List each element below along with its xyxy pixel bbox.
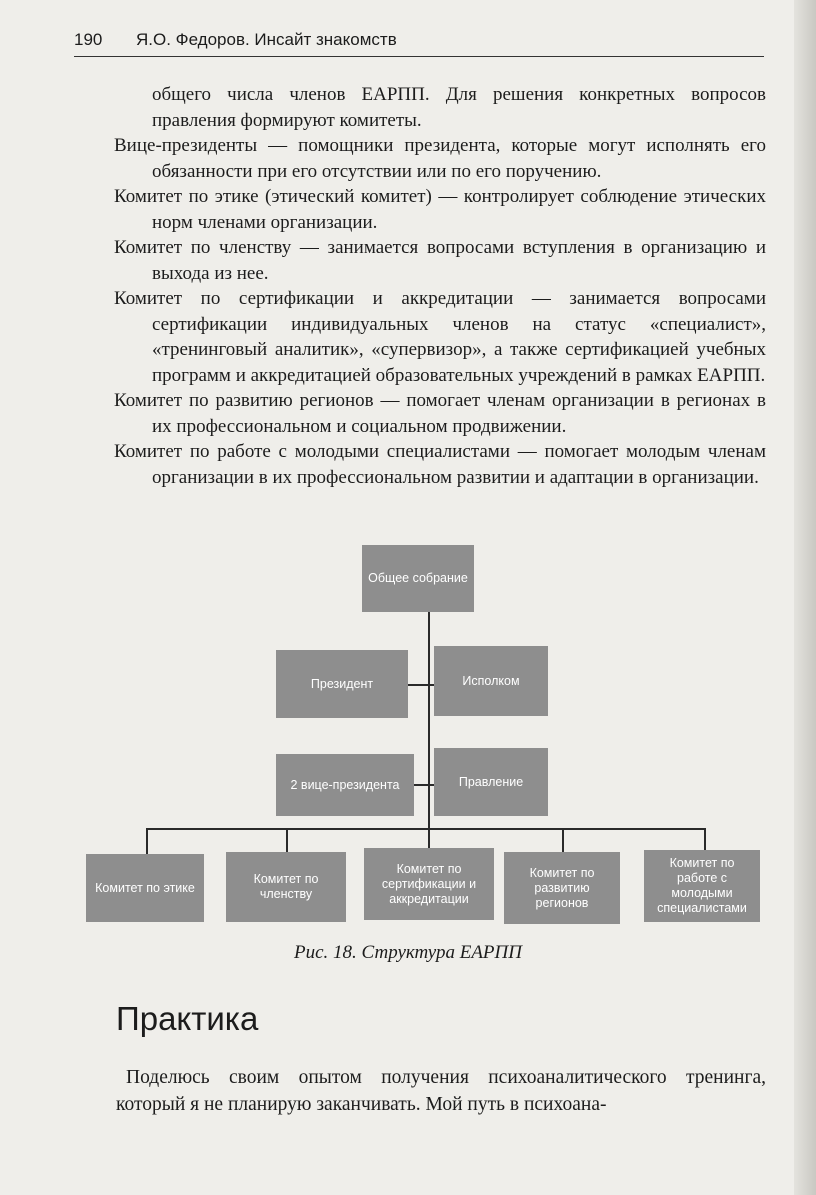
definition-item: Вице-президенты — помощники президента, которые могут исполнять его обязанности при его отсутствии или по его поручению. [114, 135, 766, 182]
connector-line [286, 828, 288, 852]
org-box-executive: Исполком [434, 646, 548, 716]
section-heading: Практика [116, 1000, 259, 1037]
definition-item: Комитет по членству — занимается вопросами вступления в организацию и выхода из нее. [114, 237, 766, 284]
definition-item: Комитет по этике (этический комитет) — контролирует соблюдение этических норм членами организации. [114, 186, 766, 233]
connector-line [408, 684, 428, 686]
org-box-committee-membership: Комитет по членству [226, 852, 346, 922]
org-box-committee-certification: Комитет по сертификации и аккредитации [364, 848, 494, 920]
org-box-board: Правление [434, 748, 548, 816]
connector-line [704, 828, 706, 850]
connector-line [414, 784, 428, 786]
body-paragraph: Поделюсь своим опытом получения психоаналитического тренинга, который я не планирую заканчивать. Мой путь в психоана- [116, 1067, 766, 1115]
definition-item: общего числа членов ЕАРПП. Для решения конкретных вопросов правления формируют комитеты. [152, 84, 766, 131]
definition-item: Комитет по работе с молодыми специалистами — помогает молодым членам организации в их профессиональном развитии и адаптации в организации. [114, 441, 766, 488]
org-box-president: Президент [276, 650, 408, 718]
org-box-vice-presidents: 2 вице-президента [276, 754, 414, 816]
org-box-committee-regions: Комитет по развитию регионов [504, 852, 620, 924]
connector-line [146, 828, 148, 854]
definition-item: Комитет по развитию регионов — помогает членам организации в регионах в их профессиональном и социальном продвижении. [114, 390, 766, 437]
definition-item: Комитет по сертификации и аккредитации — занимается вопросами сертификации индивидуальных членов на статус «специалист», «тренинговый аналитик», «супервизор», а также сертификацией учебных программ и аккредитацией образовательных учреждений в рамках ЕАРПП. [114, 288, 766, 386]
running-title: Я.О. Федоров. Инсайт знакомств [136, 30, 397, 49]
connector-line [428, 828, 430, 848]
connector-line [562, 828, 564, 852]
page-number: 190 [74, 30, 103, 49]
figure-caption: Рис. 18. Структура ЕАРПП [294, 942, 522, 963]
org-box-committee-ethics: Комитет по этике [86, 854, 204, 922]
org-box-general-meeting: Общее собрание [362, 545, 474, 612]
connector-line [428, 612, 430, 828]
org-box-committee-young-specialists: Комитет по работе с молодыми специалистами [644, 850, 760, 922]
connector-line [146, 828, 706, 830]
